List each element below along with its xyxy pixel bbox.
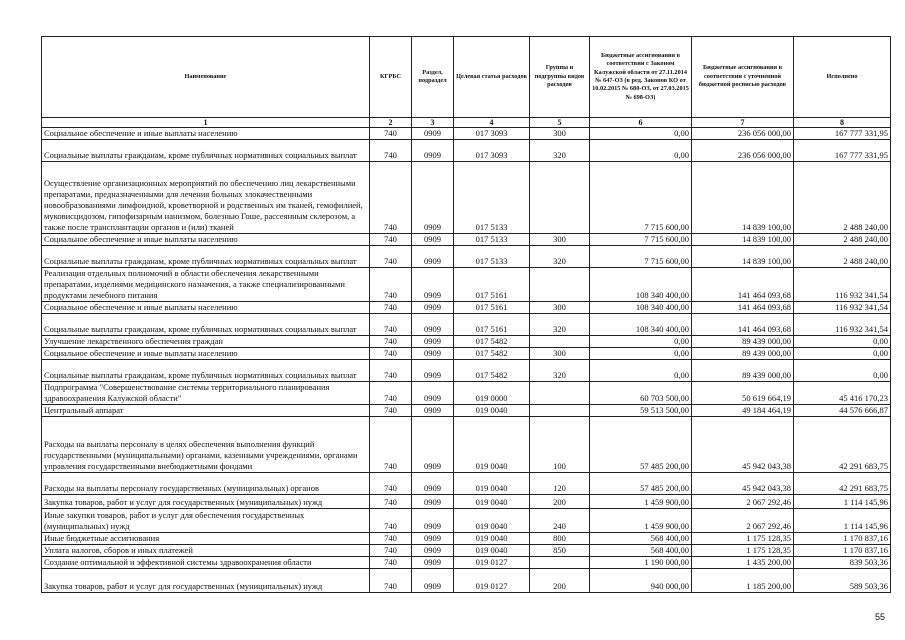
cell-expense-group bbox=[530, 557, 590, 569]
cell-target-article: 017 5482 bbox=[454, 348, 530, 360]
cell-law-allocation: 568 400,00 bbox=[590, 545, 692, 557]
cell-executed: 589 503,36 bbox=[794, 569, 891, 593]
cell-section: 0909 bbox=[412, 336, 454, 348]
cell-expense-group bbox=[530, 162, 590, 234]
cell-executed: 42 291 683,75 bbox=[794, 473, 891, 495]
column-number: 3 bbox=[412, 118, 454, 128]
cell-expense-group: 240 bbox=[530, 509, 590, 533]
cell-revised-allocation: 141 464 093,68 bbox=[692, 302, 794, 314]
cell-target-article: 017 5133 bbox=[454, 246, 530, 268]
cell-revised-allocation: 141 464 093,68 bbox=[692, 268, 794, 302]
cell-law-allocation: 60 703 500,00 bbox=[590, 382, 692, 405]
cell-kgrbs: 740 bbox=[370, 314, 412, 336]
cell-revised-allocation: 2 067 292,46 bbox=[692, 509, 794, 533]
cell-kgrbs: 740 bbox=[370, 268, 412, 302]
header-law-allocations: Бюджетные ассигнования в соответствии с Законом Калужской области от 27.11.2014 № 647-ОЗ (в ред. Законов КО от 10.02.2015 № 680-ОЗ, от 27.03.2015 № 698-ОЗ) bbox=[590, 37, 692, 118]
cell-kgrbs: 740 bbox=[370, 569, 412, 593]
cell-expense-group: 100 bbox=[530, 417, 590, 473]
cell-name: Иные бюджетные ассигнования bbox=[42, 533, 370, 545]
cell-expense-group: 200 bbox=[530, 495, 590, 509]
cell-expense-group: 850 bbox=[530, 545, 590, 557]
table-row bbox=[42, 268, 891, 302]
cell-kgrbs: 740 bbox=[370, 302, 412, 314]
cell-law-allocation: 7 715 600,00 bbox=[590, 162, 692, 234]
header-executed: Исполнено bbox=[794, 37, 891, 118]
cell-target-article: 019 0040 bbox=[454, 533, 530, 545]
cell-kgrbs: 740 bbox=[370, 336, 412, 348]
cell-name: Социальное обеспечение и иные выплаты населению bbox=[42, 128, 370, 140]
cell-target-article: 017 5482 bbox=[454, 336, 530, 348]
table-row bbox=[42, 336, 891, 348]
cell-revised-allocation: 89 439 000,00 bbox=[692, 348, 794, 360]
cell-expense-group: 320 bbox=[530, 360, 590, 382]
cell-executed: 45 416 170,23 bbox=[794, 382, 891, 405]
cell-revised-allocation: 49 184 464,19 bbox=[692, 405, 794, 417]
table-row bbox=[42, 140, 891, 162]
cell-expense-group: 320 bbox=[530, 246, 590, 268]
cell-name: Создание оптимальной и эффективной системы здравоохранения области bbox=[42, 557, 370, 569]
cell-section: 0909 bbox=[412, 417, 454, 473]
cell-name: Центральный аппарат bbox=[42, 405, 370, 417]
table-row bbox=[42, 382, 891, 405]
cell-revised-allocation: 14 839 100,00 bbox=[692, 246, 794, 268]
column-number: 7 bbox=[692, 118, 794, 128]
cell-kgrbs: 740 bbox=[370, 360, 412, 382]
cell-executed: 1 114 145,96 bbox=[794, 509, 891, 533]
cell-name: Расходы на выплаты персоналу в целях обеспечения выполнения функций государственными (муниципальными) органами, казенными учреждениями, органами управления государственными внебюджетными фондами bbox=[42, 417, 370, 473]
cell-executed: 0,00 bbox=[794, 336, 891, 348]
table-row bbox=[42, 348, 891, 360]
cell-section: 0909 bbox=[412, 268, 454, 302]
cell-section: 0909 bbox=[412, 302, 454, 314]
column-number: 4 bbox=[454, 118, 530, 128]
table-row bbox=[42, 473, 891, 495]
cell-target-article: 019 0040 bbox=[454, 417, 530, 473]
cell-name: Уплата налогов, сборов и иных платежей bbox=[42, 545, 370, 557]
cell-executed: 116 932 341,54 bbox=[794, 268, 891, 302]
cell-law-allocation: 568 400,00 bbox=[590, 533, 692, 545]
table-row bbox=[42, 360, 891, 382]
cell-executed: 1 170 837,16 bbox=[794, 545, 891, 557]
cell-expense-group: 300 bbox=[530, 348, 590, 360]
cell-executed: 116 932 341,54 bbox=[794, 302, 891, 314]
table-row bbox=[42, 557, 891, 569]
cell-name: Социальное обеспечение и иные выплаты населению bbox=[42, 234, 370, 246]
cell-kgrbs: 740 bbox=[370, 545, 412, 557]
cell-section: 0909 bbox=[412, 509, 454, 533]
cell-executed: 0,00 bbox=[794, 348, 891, 360]
cell-kgrbs: 740 bbox=[370, 473, 412, 495]
table-row bbox=[42, 569, 891, 593]
header-kgrbs: КГРБС bbox=[370, 37, 412, 118]
cell-revised-allocation: 89 439 000,00 bbox=[692, 336, 794, 348]
cell-expense-group: 300 bbox=[530, 234, 590, 246]
cell-target-article: 017 5161 bbox=[454, 268, 530, 302]
cell-executed: 42 291 683,75 bbox=[794, 417, 891, 473]
cell-section: 0909 bbox=[412, 382, 454, 405]
cell-executed: 116 932 341,54 bbox=[794, 314, 891, 336]
cell-target-article: 019 0040 bbox=[454, 509, 530, 533]
cell-expense-group: 320 bbox=[530, 140, 590, 162]
cell-expense-group: 300 bbox=[530, 302, 590, 314]
cell-name: Социальные выплаты гражданам, кроме публичных нормативных социальных выплат bbox=[42, 360, 370, 382]
cell-section: 0909 bbox=[412, 557, 454, 569]
cell-name: Улучшение лекарственного обеспечения граждан bbox=[42, 336, 370, 348]
cell-law-allocation: 108 340 400,00 bbox=[590, 314, 692, 336]
cell-name: Закупка товаров, работ и услуг для государственных (муниципальных) нужд bbox=[42, 495, 370, 509]
cell-revised-allocation: 14 839 100,00 bbox=[692, 234, 794, 246]
cell-name: Осуществление организационных мероприятий по обеспечению лиц лекарственными препаратами, предназначенными для лечения больных злокачественными новообразованиями лимфоидной, кроветворной и родственных им тканей, гемофилией, муковисцидозом, гипофизарным нанизмом, болезнью Гоше, рассеянным склерозом, а также после трансплантации органов и (или) тканей bbox=[42, 162, 370, 234]
cell-section: 0909 bbox=[412, 128, 454, 140]
cell-expense-group bbox=[530, 268, 590, 302]
cell-revised-allocation: 89 439 000,00 bbox=[692, 360, 794, 382]
cell-name: Социальные выплаты гражданам, кроме публичных нормативных социальных выплат bbox=[42, 140, 370, 162]
cell-kgrbs: 740 bbox=[370, 246, 412, 268]
cell-name: Социальное обеспечение и иные выплаты населению bbox=[42, 302, 370, 314]
cell-expense-group bbox=[530, 405, 590, 417]
cell-target-article: 017 5133 bbox=[454, 234, 530, 246]
header-name: Наименование bbox=[42, 37, 370, 118]
cell-name: Социальные выплаты гражданам, кроме публичных нормативных социальных выплат bbox=[42, 314, 370, 336]
cell-law-allocation: 108 340 400,00 bbox=[590, 302, 692, 314]
cell-kgrbs: 740 bbox=[370, 234, 412, 246]
table-row bbox=[42, 509, 891, 533]
cell-section: 0909 bbox=[412, 545, 454, 557]
cell-section: 0909 bbox=[412, 348, 454, 360]
cell-kgrbs: 740 bbox=[370, 128, 412, 140]
cell-law-allocation: 0,00 bbox=[590, 336, 692, 348]
cell-kgrbs: 740 bbox=[370, 162, 412, 234]
cell-section: 0909 bbox=[412, 246, 454, 268]
cell-law-allocation: 1 459 900,00 bbox=[590, 509, 692, 533]
cell-kgrbs: 740 bbox=[370, 533, 412, 545]
cell-revised-allocation: 1 185 200,00 bbox=[692, 569, 794, 593]
cell-target-article: 017 5482 bbox=[454, 360, 530, 382]
cell-executed: 2 488 240,00 bbox=[794, 234, 891, 246]
cell-law-allocation: 7 715 600,00 bbox=[590, 246, 692, 268]
cell-name: Закупка товаров, работ и услуг для государственных (муниципальных) нужд bbox=[42, 569, 370, 593]
cell-name: Социальное обеспечение и иные выплаты населению bbox=[42, 348, 370, 360]
cell-section: 0909 bbox=[412, 162, 454, 234]
cell-kgrbs: 740 bbox=[370, 557, 412, 569]
cell-target-article: 017 3093 bbox=[454, 140, 530, 162]
cell-kgrbs: 740 bbox=[370, 495, 412, 509]
table-row bbox=[42, 246, 891, 268]
cell-section: 0909 bbox=[412, 569, 454, 593]
cell-target-article: 017 5161 bbox=[454, 314, 530, 336]
table-row bbox=[42, 417, 891, 473]
header-revised-allocations: Бюджетные ассигнования в соответствии с уточненной бюджетной росписью расходов bbox=[692, 37, 794, 118]
cell-law-allocation: 1 190 000,00 bbox=[590, 557, 692, 569]
cell-section: 0909 bbox=[412, 314, 454, 336]
cell-target-article: 019 0040 bbox=[454, 405, 530, 417]
cell-kgrbs: 740 bbox=[370, 417, 412, 473]
cell-section: 0909 bbox=[412, 234, 454, 246]
cell-law-allocation: 59 513 500,00 bbox=[590, 405, 692, 417]
cell-expense-group: 200 bbox=[530, 569, 590, 593]
cell-executed: 1 114 145,96 bbox=[794, 495, 891, 509]
cell-name: Социальные выплаты гражданам, кроме публичных нормативных социальных выплат bbox=[42, 246, 370, 268]
table-row bbox=[42, 234, 891, 246]
header-section: Раздел, подраздел bbox=[412, 37, 454, 118]
cell-kgrbs: 740 bbox=[370, 348, 412, 360]
table-row bbox=[42, 533, 891, 545]
cell-revised-allocation: 236 056 000,00 bbox=[692, 128, 794, 140]
cell-name: Расходы на выплаты персоналу государственных (муниципальных) органов bbox=[42, 473, 370, 495]
table-row bbox=[42, 545, 891, 557]
cell-kgrbs: 740 bbox=[370, 140, 412, 162]
cell-section: 0909 bbox=[412, 495, 454, 509]
table-row bbox=[42, 128, 891, 140]
header-expense-group: Группы и подгруппы видов расходов bbox=[530, 37, 590, 118]
cell-target-article: 017 3093 bbox=[454, 128, 530, 140]
cell-expense-group: 800 bbox=[530, 533, 590, 545]
cell-executed: 2 488 240,00 bbox=[794, 246, 891, 268]
cell-target-article: 019 0127 bbox=[454, 557, 530, 569]
cell-executed: 2 488 240,00 bbox=[794, 162, 891, 234]
cell-law-allocation: 57 485 200,00 bbox=[590, 417, 692, 473]
cell-section: 0909 bbox=[412, 140, 454, 162]
column-number: 6 bbox=[590, 118, 692, 128]
cell-expense-group bbox=[530, 336, 590, 348]
cell-law-allocation: 108 340 400,00 bbox=[590, 268, 692, 302]
table-row bbox=[42, 162, 891, 234]
cell-target-article: 017 5161 bbox=[454, 302, 530, 314]
cell-law-allocation: 0,00 bbox=[590, 140, 692, 162]
table-row bbox=[42, 314, 891, 336]
header-target-article: Целевая статья расходов bbox=[454, 37, 530, 118]
cell-law-allocation: 57 485 200,00 bbox=[590, 473, 692, 495]
cell-executed: 167 777 331,95 bbox=[794, 140, 891, 162]
cell-expense-group: 300 bbox=[530, 128, 590, 140]
cell-executed: 839 503,36 bbox=[794, 557, 891, 569]
column-number: 1 bbox=[42, 118, 370, 128]
cell-executed: 0,00 bbox=[794, 360, 891, 382]
cell-section: 0909 bbox=[412, 405, 454, 417]
cell-law-allocation: 0,00 bbox=[590, 360, 692, 382]
cell-name: Иные закупки товаров, работ и услуг для обеспечения государственных (муниципальных) нужд bbox=[42, 509, 370, 533]
budget-table bbox=[41, 36, 891, 593]
cell-revised-allocation: 1 435 200,00 bbox=[692, 557, 794, 569]
cell-revised-allocation: 141 464 093,68 bbox=[692, 314, 794, 336]
cell-executed: 44 576 666,87 bbox=[794, 405, 891, 417]
cell-name: Подпрограмма "Совершенствование системы территориального планирования здравоохранения Калужской области" bbox=[42, 382, 370, 405]
cell-executed: 1 170 837,16 bbox=[794, 533, 891, 545]
cell-revised-allocation: 14 839 100,00 bbox=[692, 162, 794, 234]
cell-revised-allocation: 50 619 664,19 bbox=[692, 382, 794, 405]
cell-target-article: 019 0000 bbox=[454, 382, 530, 405]
cell-law-allocation: 940 000,00 bbox=[590, 569, 692, 593]
cell-expense-group bbox=[530, 382, 590, 405]
cell-section: 0909 bbox=[412, 533, 454, 545]
cell-name: Реализация отдельных полномочий в области обеспечения лекарственными препаратами, изделиями медицинского назначения, а также специализированными продуктами лечебного питания bbox=[42, 268, 370, 302]
cell-target-article: 019 0127 bbox=[454, 569, 530, 593]
page-number: 55 bbox=[874, 612, 885, 622]
cell-revised-allocation: 45 942 043,38 bbox=[692, 473, 794, 495]
cell-kgrbs: 740 bbox=[370, 405, 412, 417]
cell-section: 0909 bbox=[412, 360, 454, 382]
cell-kgrbs: 740 bbox=[370, 509, 412, 533]
table-row bbox=[42, 405, 891, 417]
cell-target-article: 017 5133 bbox=[454, 162, 530, 234]
cell-expense-group: 320 bbox=[530, 314, 590, 336]
table-row bbox=[42, 495, 891, 509]
cell-target-article: 019 0040 bbox=[454, 495, 530, 509]
cell-executed: 167 777 331,95 bbox=[794, 128, 891, 140]
header-row bbox=[42, 37, 891, 118]
cell-revised-allocation: 45 942 043,38 bbox=[692, 417, 794, 473]
cell-target-article: 019 0040 bbox=[454, 473, 530, 495]
cell-section: 0909 bbox=[412, 473, 454, 495]
cell-revised-allocation: 1 175 128,35 bbox=[692, 545, 794, 557]
column-number-row bbox=[42, 118, 891, 128]
column-number: 5 bbox=[530, 118, 590, 128]
table-row bbox=[42, 302, 891, 314]
column-number: 2 bbox=[370, 118, 412, 128]
cell-kgrbs: 740 bbox=[370, 382, 412, 405]
cell-law-allocation: 0,00 bbox=[590, 128, 692, 140]
cell-target-article: 019 0040 bbox=[454, 545, 530, 557]
cell-revised-allocation: 236 056 000,00 bbox=[692, 140, 794, 162]
cell-law-allocation: 1 459 900,00 bbox=[590, 495, 692, 509]
cell-revised-allocation: 2 067 292,46 bbox=[692, 495, 794, 509]
cell-revised-allocation: 1 175 128,35 bbox=[692, 533, 794, 545]
cell-expense-group: 120 bbox=[530, 473, 590, 495]
column-number: 8 bbox=[794, 118, 891, 128]
cell-law-allocation: 7 715 600,00 bbox=[590, 234, 692, 246]
cell-law-allocation: 0,00 bbox=[590, 348, 692, 360]
